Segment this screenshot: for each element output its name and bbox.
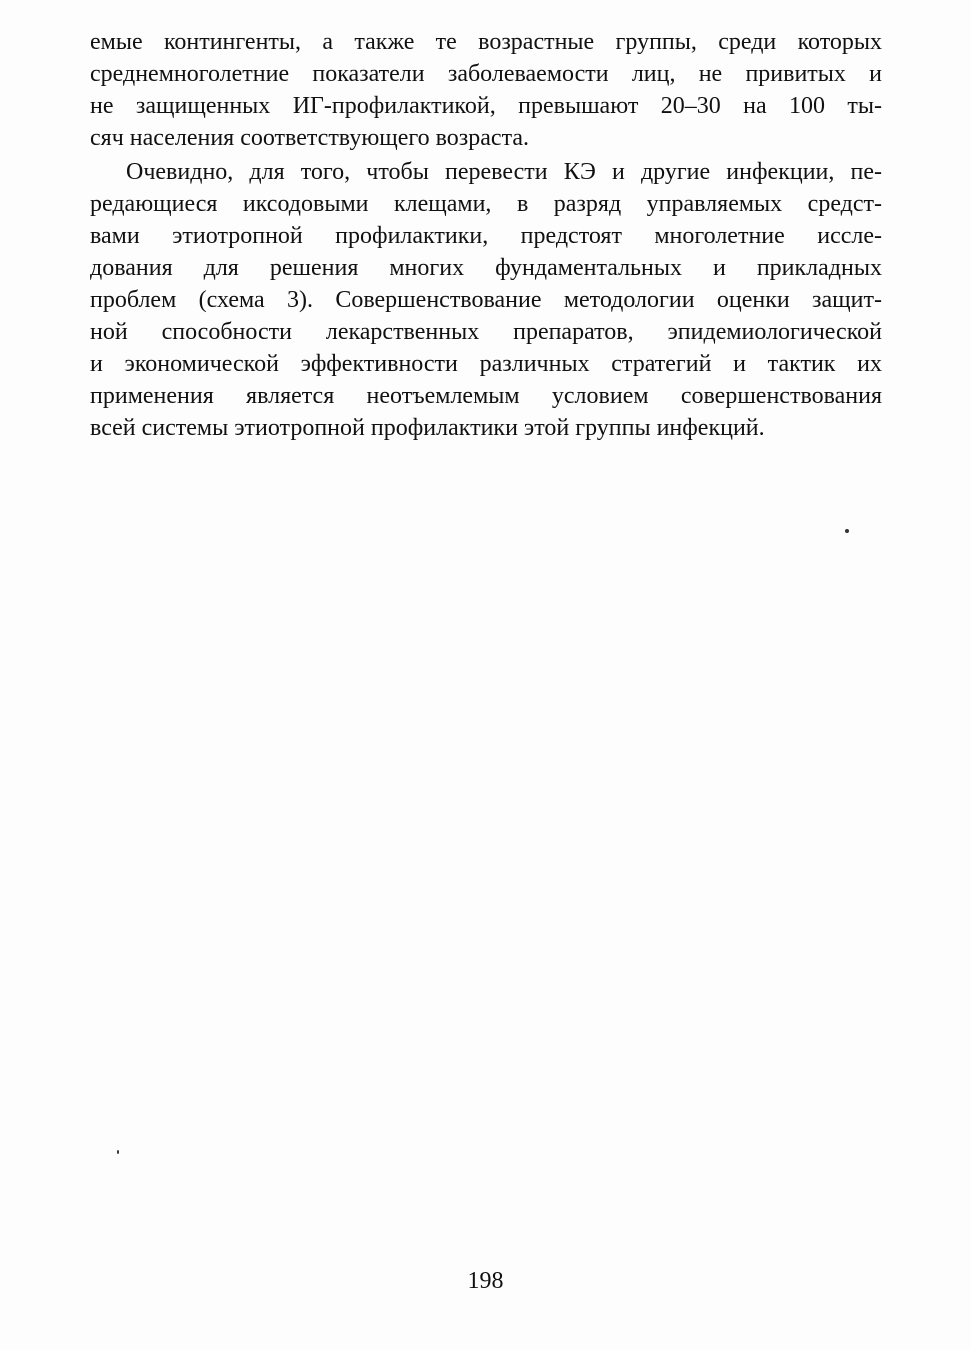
body-text	[90, 26, 882, 444]
text-line: применения является неотъемлемым условием совершенствования	[90, 383, 882, 409]
paragraph-2	[90, 156, 882, 444]
text-line: проблем (схема 3). Совершенствование методологии оценки защит-	[90, 287, 882, 313]
text-line: среднемноголетние показатели заболеваемости лиц, не привитых и	[90, 61, 882, 87]
text-line: всей системы этиотропной профилактики этой группы инфекций.	[90, 415, 765, 441]
text-line: сяч населения соответствующего возраста.	[90, 125, 530, 151]
scan-speck	[117, 1150, 119, 1154]
text-line: емые контингенты, а также те возрастные группы, среди которых	[90, 29, 882, 55]
text-line: не защищенных ИГ-профилактикой, превышают 20–30 на 100 ты-	[90, 93, 882, 119]
text-line: вами этиотропной профилактики, предстоят многолетние иссле-	[90, 223, 882, 249]
text-line: ной способности лекарственных препаратов, эпидемиологической	[90, 319, 882, 345]
page-number: 198	[467, 1268, 504, 1294]
scan-speck	[845, 529, 849, 533]
text-line: и экономической эффективности различных стратегий и тактик их	[90, 351, 882, 377]
text-line: Очевидно, для того, чтобы перевести КЭ и другие инфекции, пе-	[126, 159, 882, 185]
text-line: дования для решения многих фундаментальных и прикладных	[90, 255, 882, 281]
text-line: редающиеся иксодовыми клещами, в разряд управляемых средст-	[90, 191, 882, 217]
paragraph-1	[90, 26, 882, 154]
